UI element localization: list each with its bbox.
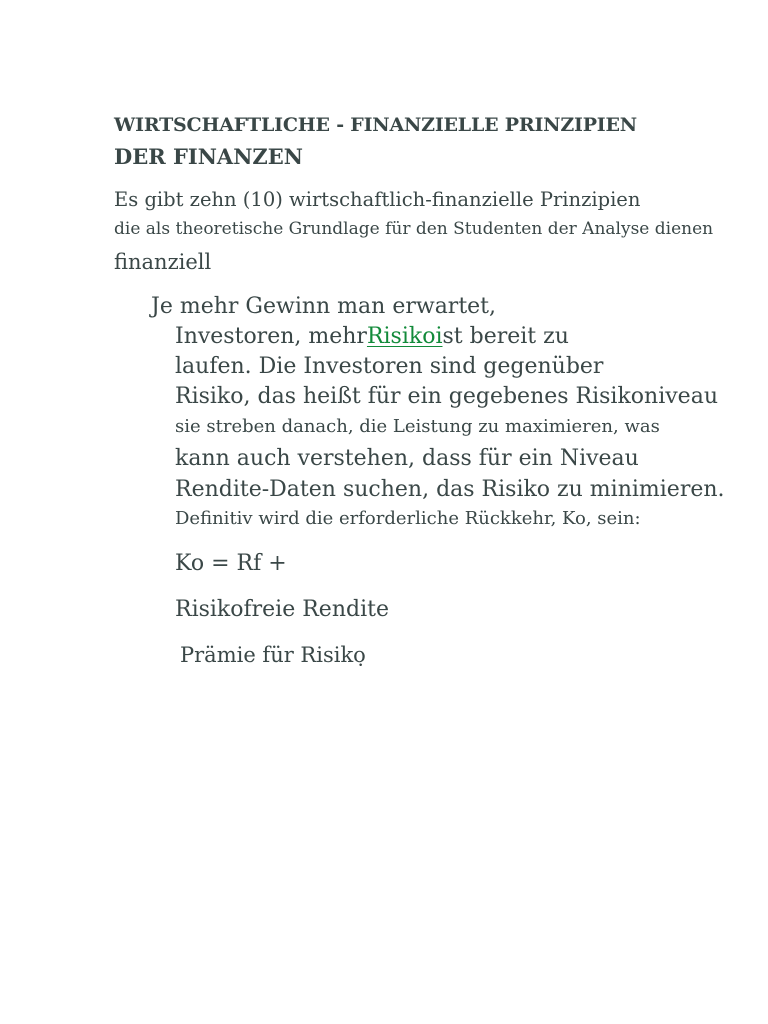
risiko-link[interactable]: Risikoi	[366, 324, 443, 349]
principle-line-2-pre: Investoren, mehr	[175, 324, 367, 349]
title-line-2: DER FINANZEN	[114, 144, 303, 169]
formula-text: Ko = Rf +	[175, 551, 287, 576]
principle-line-5: sie streben danach, die Leistung zu maximieren, was	[175, 416, 660, 437]
principle-line-6: kann auch verstehen, dass für ein Niveau	[175, 446, 639, 471]
premium-line	[180, 643, 366, 667]
formula-line	[175, 551, 287, 576]
principle-line-2	[175, 324, 569, 349]
title-line-1: WIRTSCHAFTLICHE - FINANZIELLE PRINZIPIEN	[114, 114, 637, 136]
intro-line-3: finanziell	[114, 250, 212, 274]
principle-line-8: Definitiv wird die erforderliche Rückkehr, Ko, sein:	[175, 508, 641, 529]
principle-line-4: Risiko, das heißt für ein gegebenes Risikoniveau	[175, 384, 718, 409]
principle-line-2-post: st bereit zu	[442, 324, 569, 349]
principle-line-7: Rendite-Daten suchen, das Risiko zu minimieren.	[175, 477, 725, 502]
principle-line-3: laufen. Die Investoren sind gegenüber	[175, 354, 604, 379]
intro-line-1: Es gibt zehn (10) wirtschaftlich-finanzielle Prinzipien	[114, 188, 641, 211]
risk-free-label: Risikofreie Rendite	[175, 597, 389, 622]
premium-label: Prämie für Risiko	[180, 643, 366, 667]
principle-line-1: Je mehr Gewinn man erwartet,	[151, 294, 497, 319]
intro-line-2: die als theoretische Grundlage für den Studenten der Analyse dienen	[114, 219, 714, 239]
